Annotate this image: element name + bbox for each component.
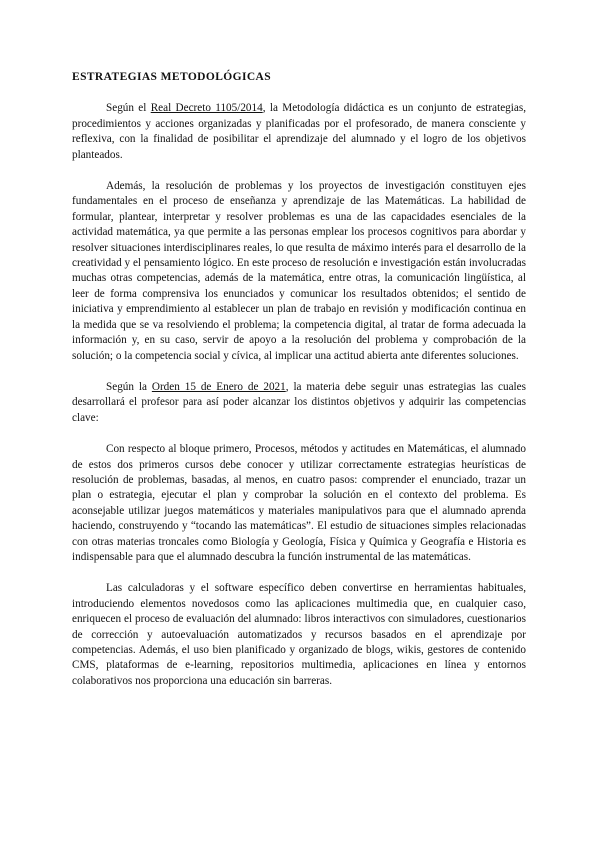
orden-link[interactable]: Orden 15 de Enero de 2021 [151,380,286,393]
paragraph-text: , la materia debe seguir unas estrategias las cuales desarrollará el profesor para así poder alcanzar los distintos objetivos y adquirir las competencias clave: [72,380,526,424]
paragraph-orden [72,380,526,426]
paragraph-bloque-primero: Con respecto al bloque primero, Procesos, métodos y actitudes en Matemáticas, el alumnado de estos dos primeros cursos debe conocer y utilizar correctamente estrategias heurísticas de resolución de problemas, basadas, al menos, en cuatro pasos: comprender el enunciado, trazar un plan o estrategia, ejecutar el plan y comprobar la solución en el contexto del problema. Es aconsejable utilizar juegos matemáticos y materiales manipulativos para que el alumnado aprenda haciendo, construyendo y “tocando las matemáticas”. El estudio de situaciones simples relacionadas con otras materias troncales como Biología y Geología, Física y Química y Geografía e Historia es indispensable para que el alumnado descubra la función instrumental de las matemáticas. [72,443,526,563]
document-body [72,70,526,689]
real-decreto-link[interactable]: Real Decreto 1105/2014 [150,102,263,115]
paragraph-metodologia [72,101,526,163]
section-heading: ESTRATEGIAS METODOLÓGICAS [72,71,272,83]
paragraph-resolucion-problemas: Además, la resolución de problemas y los proyectos de investigación constituyen ejes fundamentales en el proceso de enseñanza y aprendizaje de las Matemáticas. La habilidad de formular, plantear, interpretar y resolver problemas es una de las capacidades esenciales de la actividad matemática, ya que permite a las personas emplear los procesos cognitivos para abordar y resolver situaciones interdisciplinares reales, lo que resulta de máximo interés para el desarrollo de la creatividad y el pensamiento lógico. En este proceso de resolución e investigación están involucradas muchas otras competencias, además de la matemática, entre otras, la comunicación lingüística, al leer de forma comprensiva los enunciados y comunicar los resultados obtenidos; el sentido de iniciativa y emprendimiento al establecer un plan de trabajo en revisión y modificación continua en la medida que se va resolviendo el problema; la competencia digital, al tratar de forma adecuada la información y, en su caso, servir de apoyo a la resolución del problema y comprobación de la solución; o la competencia social y cívica, al implicar una actitud abierta ante diferentes soluciones. [72,180,526,362]
paragraph-text: Según la [106,380,152,393]
paragraph-text: Según el [106,102,151,115]
paragraph-text: , la Metodología didáctica es un conjunto de estrategias, procedimientos y acciones organizadas y planificadas por el profesorado, de manera consciente y reflexiva, con la finalidad de posibilitar el aprendizaje del alumnado y el logro de los objetivos planteados. [72,102,526,161]
paragraph-calculadoras-software: Las calculadoras y el software específico deben convertirse en herramientas habituales, introduciendo elementos novedosos como las aplicaciones multimedia que, en cualquier caso, enriquecen el proceso de evaluación del alumnado: libros interactivos con simuladores, cuestionarios de corrección y autoevaluación automatizados y recursos basados en el aprendizaje por competencias. Además, el uso bien planificado y organizado de blogs, wikis, gestores de contenido CMS, plataformas de e-learning, repositorios multimedia, aplicaciones en línea y entornos colaborativos nos proporciona una educación sin barreras. [72,582,526,687]
